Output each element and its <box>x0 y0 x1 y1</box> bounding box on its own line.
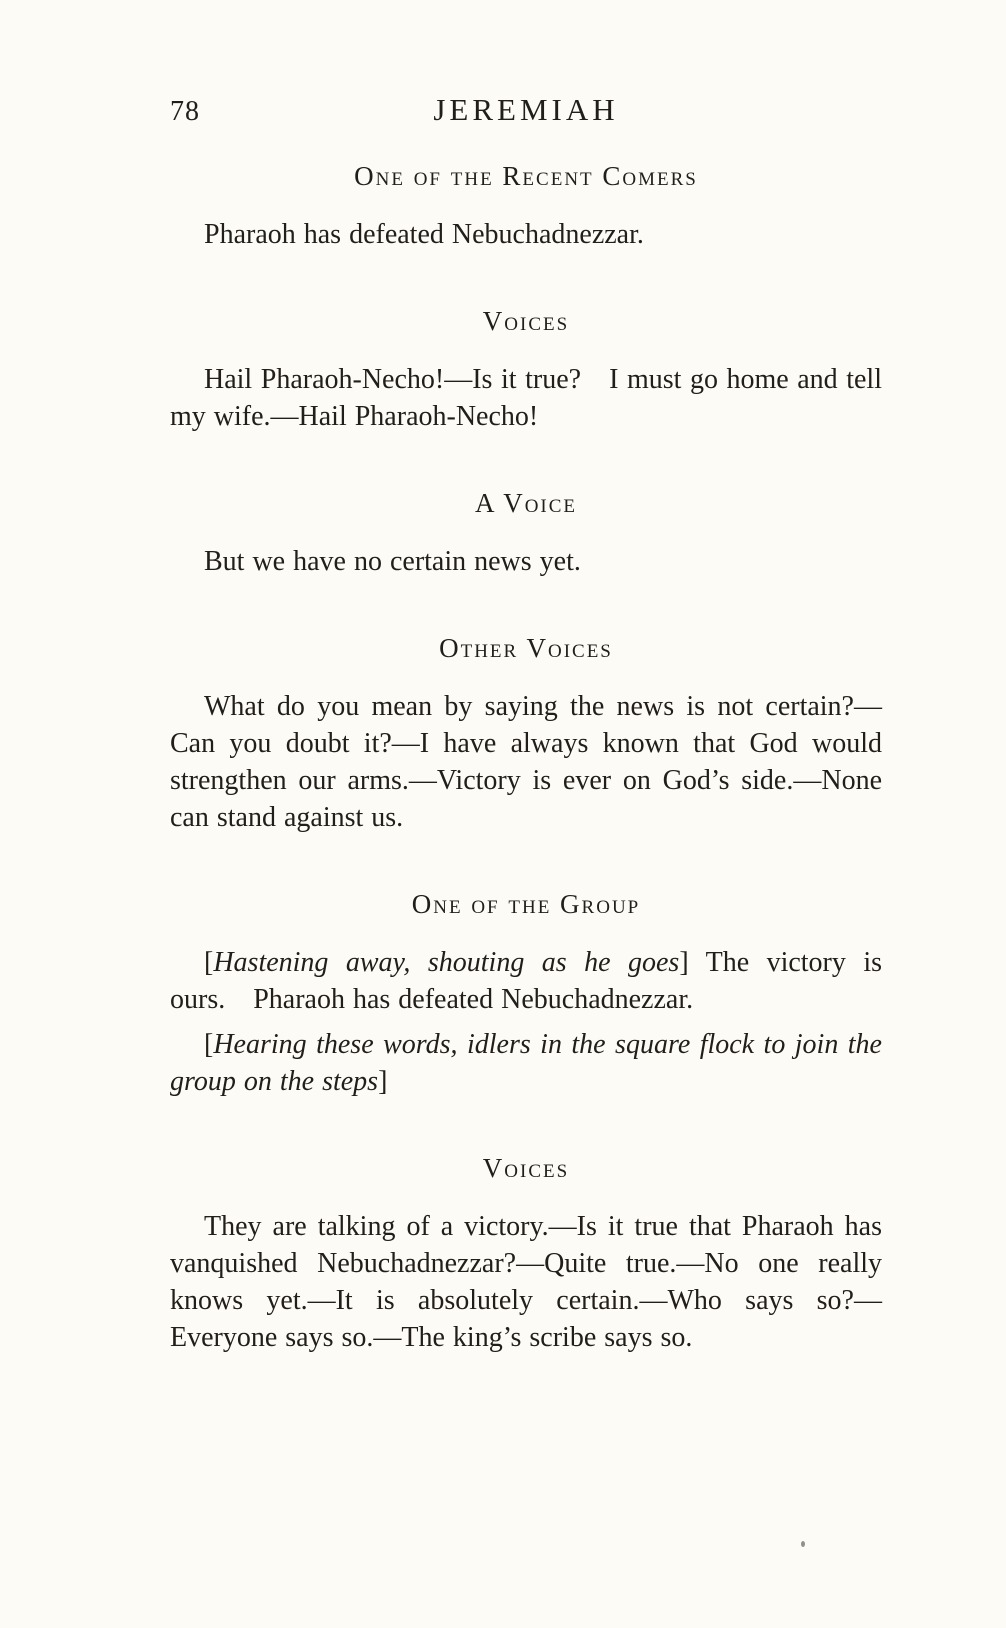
speech-paragraph: But we have no certain news yet. <box>204 546 581 577</box>
speech-heading: One of the Group <box>411 889 641 919</box>
bracket-open: [ <box>204 947 214 978</box>
bracket-open: [ <box>204 1029 214 1060</box>
page-header <box>170 0 882 132</box>
stage-direction-paragraph <box>170 1026 882 1100</box>
stage-direction: Hearing these words, idlers in the square flock to join the group on the steps <box>170 1029 882 1097</box>
speech-section <box>170 632 882 836</box>
speech-paragraph: Hail Pharaoh-Necho!—Is it true? I must go home and tell my wife.—Hail Pharaoh-Necho! <box>170 364 882 432</box>
stage-direction: Hastening away, shouting as he goes <box>213 947 680 978</box>
running-head: JEREMIAH <box>433 92 619 127</box>
text-block <box>170 0 882 1356</box>
page-number: 78 <box>170 96 200 127</box>
speech-heading: One of the Recent Comers <box>354 161 698 191</box>
speech-text: ] The victory is ours. Pharaoh has defeated Nebuchadnezzar. <box>170 947 882 1015</box>
speech-paragraph <box>170 944 882 1018</box>
speech-heading: Voices <box>482 306 570 336</box>
speech-section <box>170 487 882 580</box>
speech-heading: Other Voices <box>439 633 613 663</box>
speech-section <box>170 305 882 435</box>
speech-paragraph: They are talking of a victory.—Is it true that Pharaoh has vanquished Nebuchadnezzar?—Quite true.—No one really knows yet.—It is absolutely certain.—Who says so?—Everyone says so.—The king’s scribe says so. <box>170 1211 882 1353</box>
ink-speck <box>801 1541 805 1547</box>
bracket-close: ] <box>378 1066 388 1097</box>
speech-paragraph: Pharaoh has defeated Nebuchadnezzar. <box>204 219 644 250</box>
speech-section <box>170 888 882 1100</box>
speech-section <box>170 1152 882 1356</box>
speech-heading: Voices <box>482 1153 570 1183</box>
speech-section <box>170 160 882 253</box>
speech-heading: A Voice <box>474 488 578 518</box>
speech-paragraph: What do you mean by saying the news is not certain?—Can you doubt it?—I have always known that God would strengthen our arms.—Victory is ever on God’s side.—None can stand against us. <box>170 691 882 833</box>
